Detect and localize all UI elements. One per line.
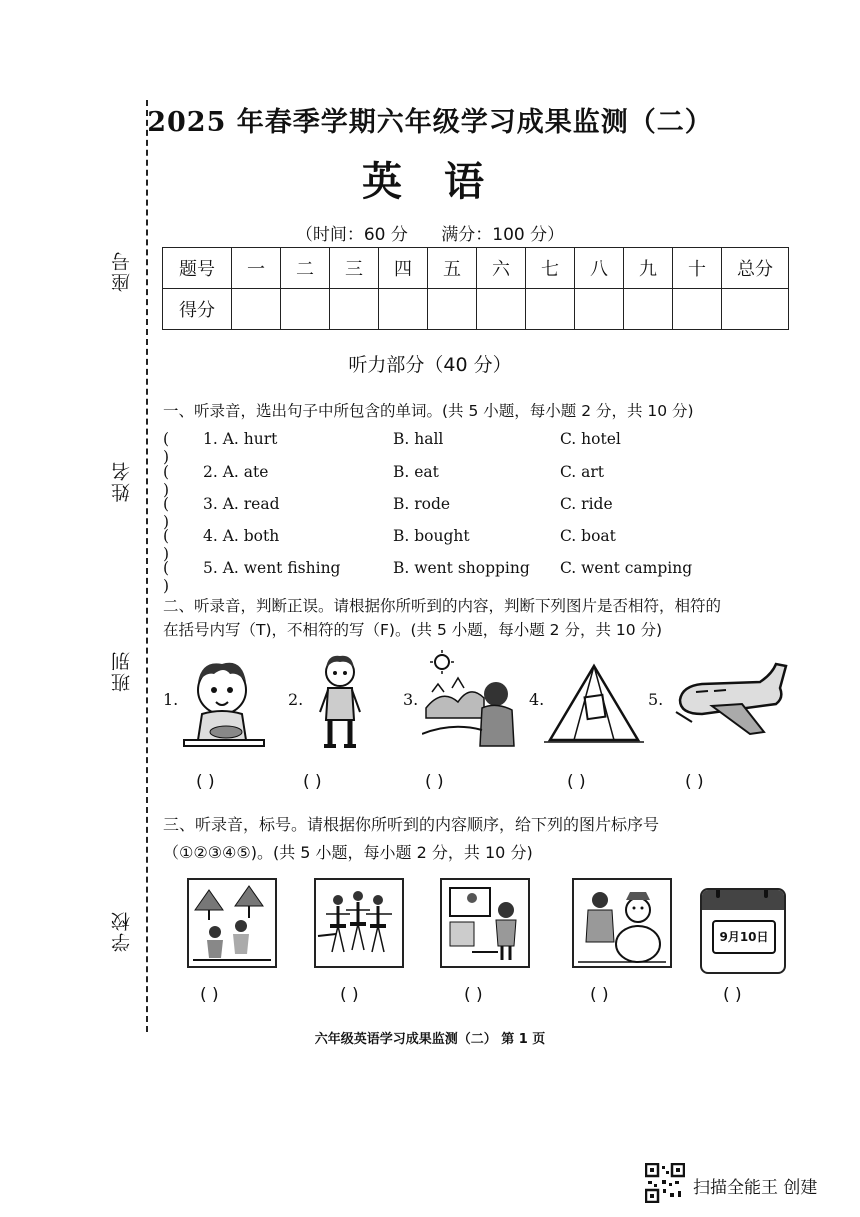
option-c: C. art — [560, 463, 605, 481]
score-row-label: 题号 — [163, 248, 232, 289]
answer-blank[interactable]: ( ) — [196, 772, 215, 792]
boy-standing-picture — [312, 650, 368, 754]
picnic-scene-icon — [189, 880, 275, 966]
option-c: C. ride — [560, 495, 613, 513]
snowman-picture — [572, 878, 672, 968]
classroom-scene-icon — [442, 880, 528, 966]
score-col-8: 八 — [575, 248, 624, 289]
exam-info — [0, 220, 860, 245]
score-col-6: 六 — [477, 248, 526, 289]
picture-number: 5. — [648, 690, 664, 709]
answer-blank[interactable]: ( ) — [464, 985, 483, 1005]
score-table-score-row — [163, 289, 789, 330]
side-label-seat: 座号 — [111, 250, 133, 292]
option-c: C. went camping — [560, 559, 693, 577]
answer-blank[interactable]: ( ) — [425, 772, 444, 792]
score-cell[interactable] — [428, 289, 477, 330]
picture-number: 2. — [288, 690, 304, 709]
side-label-school: 学校 — [111, 910, 133, 952]
picture-number: 3. — [403, 690, 419, 709]
score-col-1: 一 — [232, 248, 281, 289]
snowman-scene-icon — [574, 880, 670, 966]
score-cell[interactable] — [624, 289, 673, 330]
girl-sightseeing-picture — [422, 648, 518, 752]
answer-blank[interactable]: ( ) — [163, 495, 170, 531]
side-label-class: 班别 — [111, 650, 133, 692]
score-col-4: 四 — [379, 248, 428, 289]
score-col-10: 十 — [673, 248, 722, 289]
calendar-ring — [716, 888, 720, 898]
score-cell[interactable] — [379, 289, 428, 330]
exam-full-score: 满分：100 分） — [441, 225, 565, 245]
answer-blank[interactable]: ( ) — [723, 985, 742, 1005]
classroom-picture — [440, 878, 530, 968]
score-table — [162, 247, 789, 330]
score-col-9: 九 — [624, 248, 673, 289]
option-a: 4. A. both — [203, 527, 280, 545]
answer-blank[interactable]: ( ) — [303, 772, 322, 792]
part3-heading-line2: （①②③④⑤)。(共 5 小题，每小题 2 分，共 10 分) — [163, 843, 533, 862]
tent-picture — [544, 660, 644, 750]
page-footer: 六年级英语学习成果监测（二） 第 1 页 — [314, 1032, 546, 1047]
exam-title: 2025 年春季学期六年级学习成果监测（二） — [147, 107, 713, 138]
option-a: 3. A. read — [203, 495, 280, 513]
airplane-picture — [672, 658, 792, 742]
score-col-5: 五 — [428, 248, 477, 289]
option-a: 5. A. went fishing — [203, 559, 341, 577]
option-b: B. went shopping — [393, 559, 530, 577]
answer-blank[interactable]: ( ) — [163, 527, 170, 563]
option-b: B. bought — [393, 527, 470, 545]
option-a: 1. A. hurt — [203, 430, 278, 448]
score-cell[interactable] — [575, 289, 624, 330]
answer-blank[interactable]: ( ) — [685, 772, 704, 792]
score-table-header-row — [163, 248, 789, 289]
score-cell[interactable] — [281, 289, 330, 330]
score-cell[interactable] — [673, 289, 722, 330]
calendar-ring — [764, 888, 768, 898]
answer-blank[interactable]: ( ) — [590, 985, 609, 1005]
calendar-picture — [700, 888, 786, 974]
option-c: C. hotel — [560, 430, 621, 448]
answer-blank[interactable]: ( ) — [340, 985, 359, 1005]
option-b: B. rode — [393, 495, 451, 513]
answer-blank[interactable]: ( ) — [567, 772, 586, 792]
part1-heading: 一、听录音，选出句子中所包含的单词。(共 5 小题，每小题 2 分，共 10 分) — [163, 402, 694, 420]
score-cell[interactable] — [722, 289, 789, 330]
score-col-total: 总分 — [722, 248, 789, 289]
calendar-date: 9月10日 — [712, 920, 776, 954]
option-c: C. boat — [560, 527, 616, 545]
score-cell[interactable] — [477, 289, 526, 330]
option-a: 2. A. ate — [203, 463, 269, 481]
exam-time: （时间：60 分 — [295, 225, 408, 245]
score-col-7: 七 — [526, 248, 575, 289]
part2-heading-line1: 二、听录音，判断正误。请根据你所听到的内容，判断下列图片是否相符，相符的 — [163, 597, 722, 615]
qr-code-icon — [645, 1163, 685, 1203]
picture-number: 4. — [529, 690, 545, 709]
side-label-name: 姓名 — [111, 460, 133, 502]
answer-blank[interactable]: ( ) — [163, 463, 170, 499]
scanner-watermark: 扫描全能王 创建 — [693, 1178, 818, 1198]
subject-title: 英 语 — [362, 159, 498, 205]
listening-section-heading: 听力部分（40 分） — [348, 354, 512, 376]
part3-heading-line1: 三、听录音，标号。请根据你所听到的内容顺序，给下列的图片标序号 — [163, 815, 660, 834]
score-cell[interactable] — [330, 289, 379, 330]
picnic-picture — [187, 878, 277, 968]
calendar-header — [702, 890, 784, 910]
score-col-2: 二 — [281, 248, 330, 289]
score-cell[interactable] — [526, 289, 575, 330]
dancing-picture — [314, 878, 404, 968]
answer-blank[interactable]: ( ) — [163, 430, 170, 466]
answer-blank[interactable]: ( ) — [200, 985, 219, 1005]
part2-heading-line2: 在括号内写（T)，不相符的写（F)。(共 5 小题，每小题 2 分，共 10 分) — [163, 621, 663, 639]
option-b: B. eat — [393, 463, 439, 481]
score-cell[interactable] — [232, 289, 281, 330]
score-col-3: 三 — [330, 248, 379, 289]
answer-blank[interactable]: ( ) — [163, 559, 170, 595]
picture-number: 1. — [163, 690, 179, 709]
ballet-dancers-icon — [316, 880, 402, 966]
option-b: B. hall — [393, 430, 444, 448]
score-row-label: 得分 — [163, 289, 232, 330]
boy-eating-picture — [180, 652, 270, 756]
